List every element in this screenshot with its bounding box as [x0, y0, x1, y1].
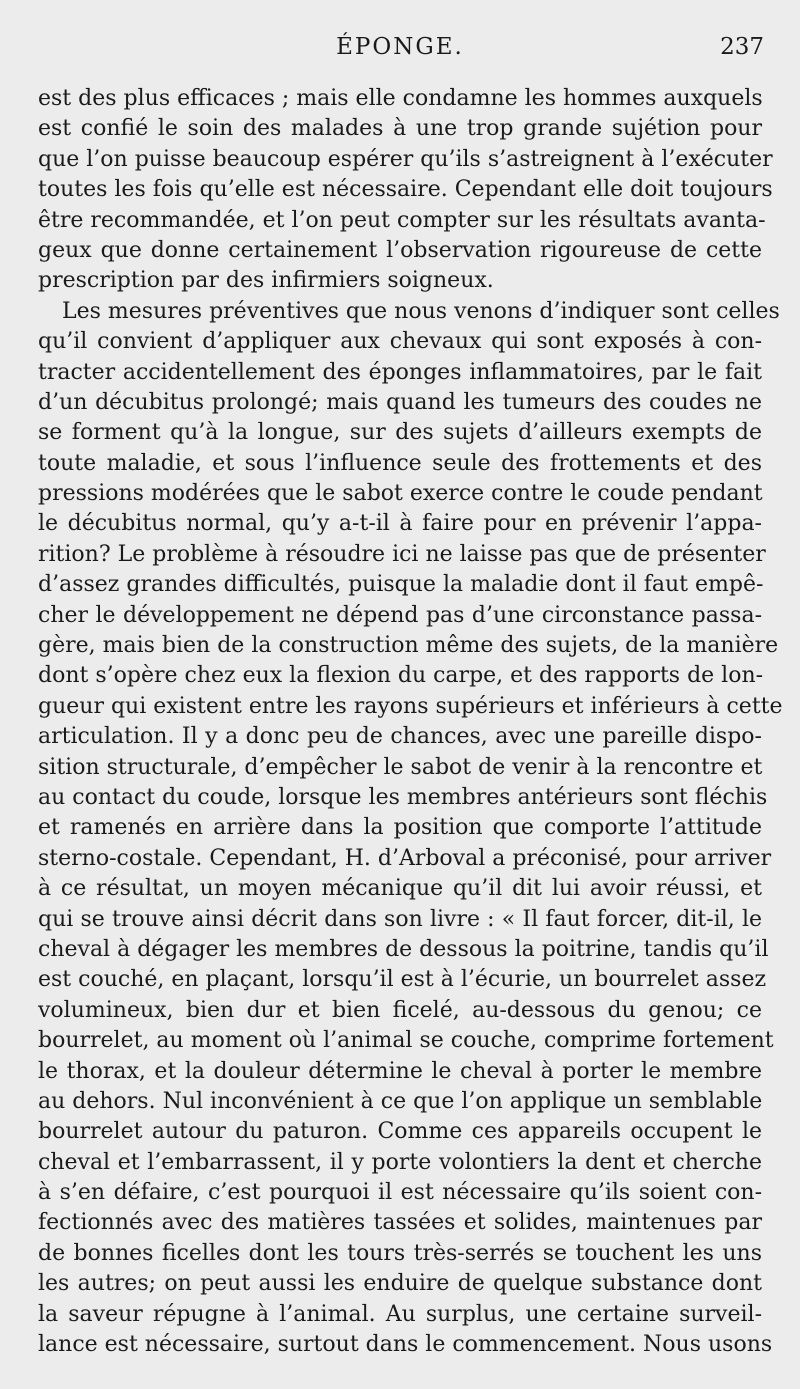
text-line: d’assez grandes difficultés, puisque la maladie dont il faut empê-	[38, 572, 764, 598]
body-text	[38, 84, 783, 1360]
text-line: le thorax, et la douleur détermine le cheval à porter le membre	[38, 1058, 762, 1084]
text-line: la saveur répugne à l’animal. Au surplus, une certaine surveil-	[38, 1301, 762, 1327]
text-line: au dehors. Nul inconvénient à ce que l’on applique un semblable	[38, 1088, 763, 1114]
text-line: est couché, en plaçant, lorsqu’il est à l’écurie, un bourrelet assez	[38, 967, 767, 993]
text-line: cher le développement ne dépend pas d’une circonstance passa-	[38, 602, 762, 628]
page-number: 237	[720, 34, 764, 60]
text-line: sterno-costale. Cependant, H. d’Arboval a préconisé, pour arriver	[38, 845, 772, 871]
text-line: cheval et l’embarrassent, il y porte volontiers la dent et cherche	[38, 1149, 762, 1175]
text-line: articulation. Il y a donc peu de chances, avec une pareille dispo-	[38, 724, 762, 750]
text-line: à s’en défaire, c’est pourquoi il est nécessaire qu’ils soient con-	[38, 1180, 762, 1206]
text-line: est confié le soin des malades à une trop grande sujétion pour	[38, 116, 762, 142]
text-line: lance est nécessaire, surtout dans le commencement. Nous usons	[38, 1332, 773, 1358]
text-line: qui se trouve ainsi décrit dans son livre : « Il faut forcer, dit-il, le	[38, 906, 762, 932]
text-line: cheval à dégager les membres de dessous la poitrine, tandis qu’il	[38, 936, 769, 962]
text-line: toutes les fois qu’elle est nécessaire. Cependant elle doit toujours	[38, 177, 773, 203]
text-line: fectionnés avec des matières tassées et solides, maintenues par	[38, 1210, 762, 1236]
text-line: bourrelet, au moment où l’animal se couche, comprime fortement	[38, 1028, 774, 1054]
text-line: gère, mais bien de la construction même des sujets, de la manière	[38, 633, 779, 659]
paragraph-start-line: Les mesures préventives que nous venons d’indiquer sont celles	[62, 298, 780, 324]
page-header	[0, 34, 800, 66]
text-line: geux que donne certainement l’observation rigoureuse de cette	[38, 237, 762, 263]
text-line: au contact du coude, lorsque les membres antérieurs sont fléchis	[38, 784, 768, 810]
text-line: tracter accidentellement des éponges inflammatoires, par le fait	[38, 359, 762, 385]
text-line: toute maladie, et sous l’influence seule des frottements et des	[38, 450, 762, 476]
text-line: bourrelet autour du paturon. Comme ces appareils occupent le	[38, 1119, 762, 1145]
running-head: ÉPONGE.	[336, 34, 464, 60]
text-line: que l’on puisse beaucoup espérer qu’ils s’astreignent à l’exécuter	[38, 146, 773, 172]
text-line: gueur qui existent entre les rayons supérieurs et inférieurs à cette	[38, 693, 783, 719]
text-line: à ce résultat, un moyen mécanique qu’il dit lui avoir réussi, et	[38, 876, 762, 902]
text-line: rition? Le problème à résoudre ici ne laisse pas que de présenter	[38, 541, 766, 567]
text-line: d’un décubitus prolongé; mais quand les tumeurs des coudes ne	[38, 389, 762, 415]
text-line: sition structurale, d’empêcher le sabot de venir à la rencontre et	[38, 754, 763, 780]
text-line: prescription par des infirmiers soigneux.	[38, 268, 494, 294]
text-line: le décubitus normal, qu’y a-t-il à faire pour en prévenir l’appa-	[38, 511, 762, 537]
text-line: de bonnes ficelles dont les tours très-serrés se touchent les uns	[38, 1240, 762, 1266]
text-line: se forment qu’à la longue, sur des sujets d’ailleurs exempts de	[38, 420, 762, 446]
text-line: dont s’opère chez eux la flexion du carpe, et des rapports de lon-	[38, 663, 764, 689]
text-line: être recommandée, et l’on peut compter sur les résultats avanta-	[38, 207, 766, 233]
text-line: est des plus efficaces ; mais elle condamne les hommes auxquels	[38, 86, 763, 111]
text-line: pressions modérées que le sabot exerce contre le coude pendant	[38, 481, 763, 507]
text-line: et ramenés en arrière dans la position que comporte l’attitude	[38, 815, 762, 841]
text-line: volumineux, bien dur et bien ficelé, au-dessous du genou; ce	[38, 997, 762, 1023]
text-line: qu’il convient d’appliquer aux chevaux qui sont exposés à con-	[38, 329, 762, 355]
text-line: les autres; on peut aussi les enduire de quelque substance dont	[38, 1271, 762, 1297]
